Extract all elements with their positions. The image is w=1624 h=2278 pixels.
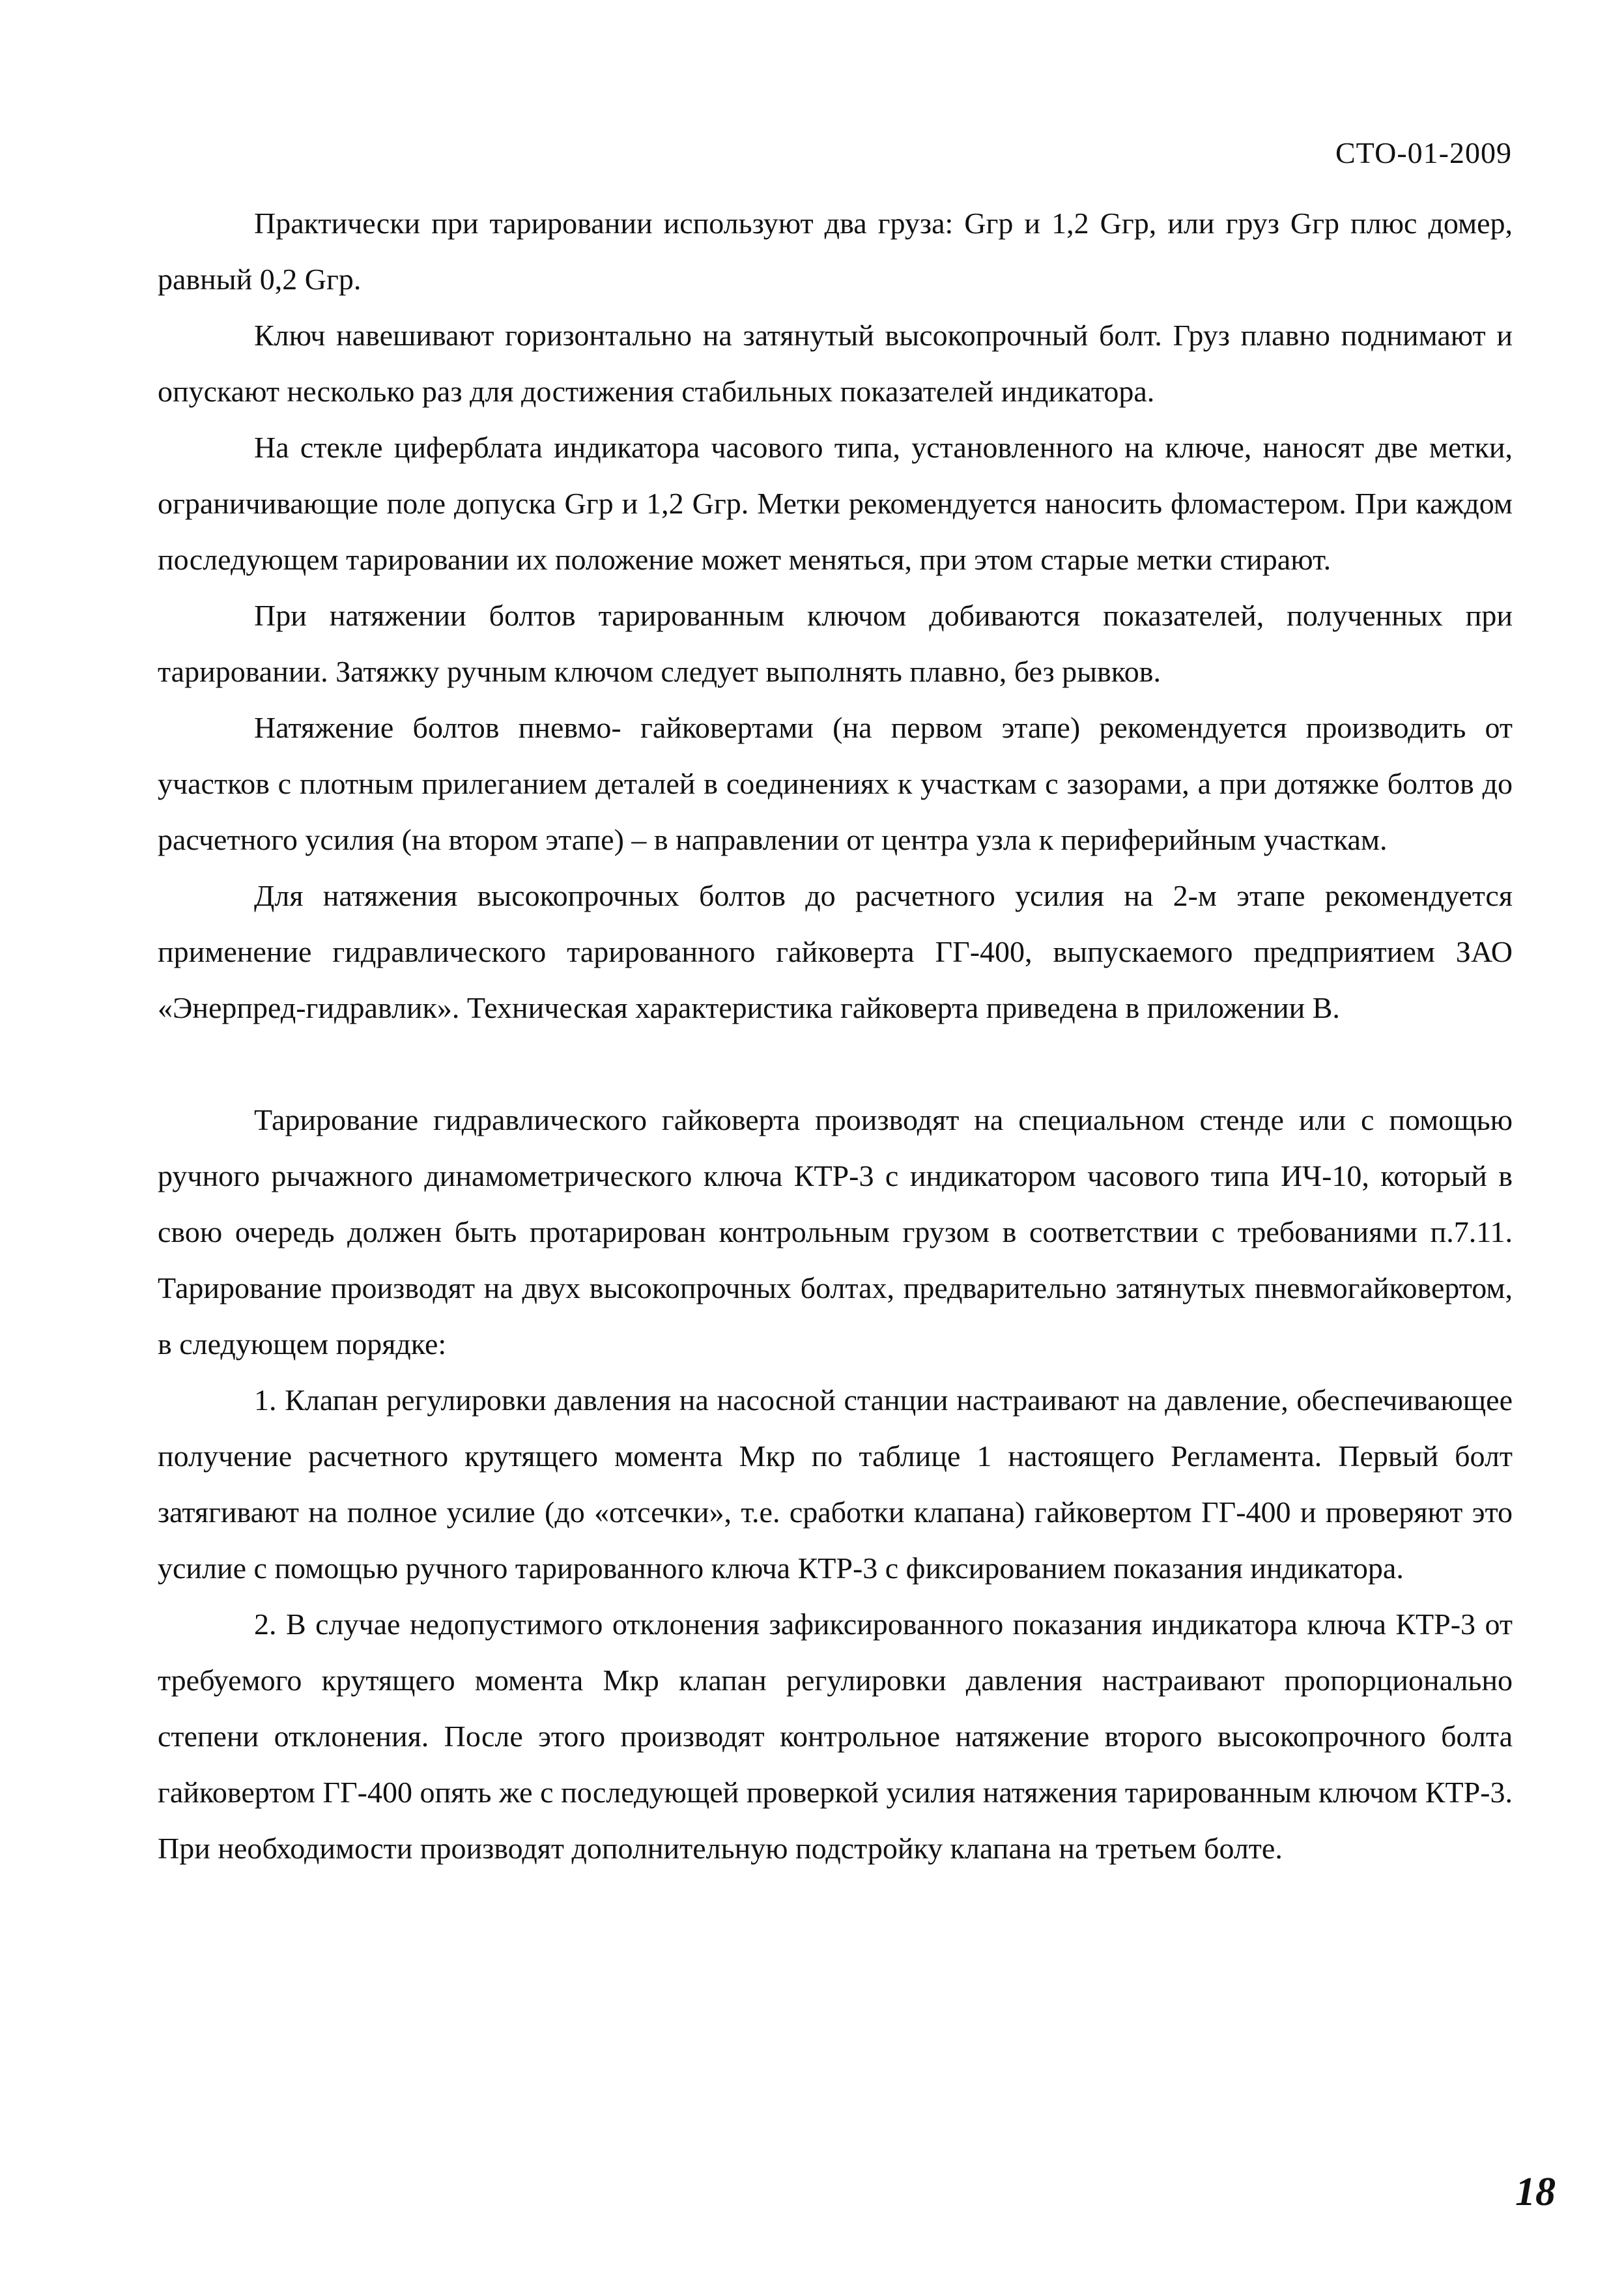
list-item-step-1: 1. Клапан регулировки давления на насосной станции настраивают на давление, обеспечивающее получение расчетного крутящего момента Мкр по таблице 1 настоящего Регламента. Первый болт затягивают на полное усилие (до «отсечки», т.е. сработки клапана) гайковертом ГГ-400 и проверяют это усилие с помощью ручного тарированного ключа КТР-3 с фиксированием показания индикатора. (158, 1383, 1513, 1585)
list-item-step-2: 2. В случае недопустимого отклонения зафиксированного показания индикатора ключа КТР-3 от требуемого крутящего момента Мкр клапан регулировки давления настраивают пропорционально степени отклонения. После этого производят контрольное натяжение второго высокопрочного болта гайковертом ГГ-400 опять же с последующей проверкой усилия натяжения тарированным ключом КТР-3. При необходимости производят дополнительную подстройку клапана на третьем болте. (158, 1608, 1513, 1865)
page-number: 18 (1515, 2170, 1556, 2214)
paragraph-bolt-tensioning: При натяжении болтов тарированным ключом добиваются показателей, полученных при тарировании. Затяжку ручным ключом следует выполнять плавно, без рывков. (158, 599, 1513, 688)
paragraph-key-hanging: Ключ навешивают горизонтально на затянутый высокопрочный болт. Груз плавно поднимают и опускают несколько раз для достижения стабильных показателей индикатора. (158, 319, 1513, 408)
paragraph-hydraulic-wrench: Для натяжения высокопрочных болтов до расчетного усилия на 2-м этапе рекомендуется применение гидравлического тарированного гайковерта ГГ-400, выпускаемого предприятием ЗАО «Энерпред-гидравлик». Техническая характеристика гайковерта приведена в приложении В. (158, 879, 1513, 1024)
document-code: СТО-01-2009 (1335, 136, 1512, 169)
body-text (158, 195, 1513, 1877)
paragraph-wrench-calibration: Тарирование гидравлического гайковерта производят на специальном стенде или с помощью ручного рычажного динамометрического ключа КТР-3 с индикатором часового типа ИЧ-10, который в свою очередь должен быть протарирован контрольным грузом в соответствии с требованиями п.7.11. Тарирование производят на двух высокопрочных болтах, предварительно затянутых пневмогайковертом, в следующем порядке: (158, 1103, 1513, 1361)
paragraph-pneumatic-wrench: Натяжение болтов пневмо- гайковертами (на первом этапе) рекомендуется производить от участков с плотным прилеганием деталей в соединениях к участкам с зазорами, а при дотяжке болтов до расчетного усилия (на втором этапе) – в направлении от центра узла к периферийным участкам. (158, 711, 1513, 856)
paragraph-calibration-weights: Практически при тарировании используют два груза: Gгр и 1,2 Gгр, или груз Gгр плюс домер, равный 0,2 Gгр. (158, 207, 1513, 296)
paragraph-dial-marks: На стекле циферблата индикатора часового типа, установленного на ключе, наносят две метки, ограничивающие поле допуска Gгр и 1,2 Gгр. Метки рекомендуется наносить фломастером. При каждом последующем тарировании их положение может меняться, при этом старые метки стирают. (158, 431, 1513, 576)
